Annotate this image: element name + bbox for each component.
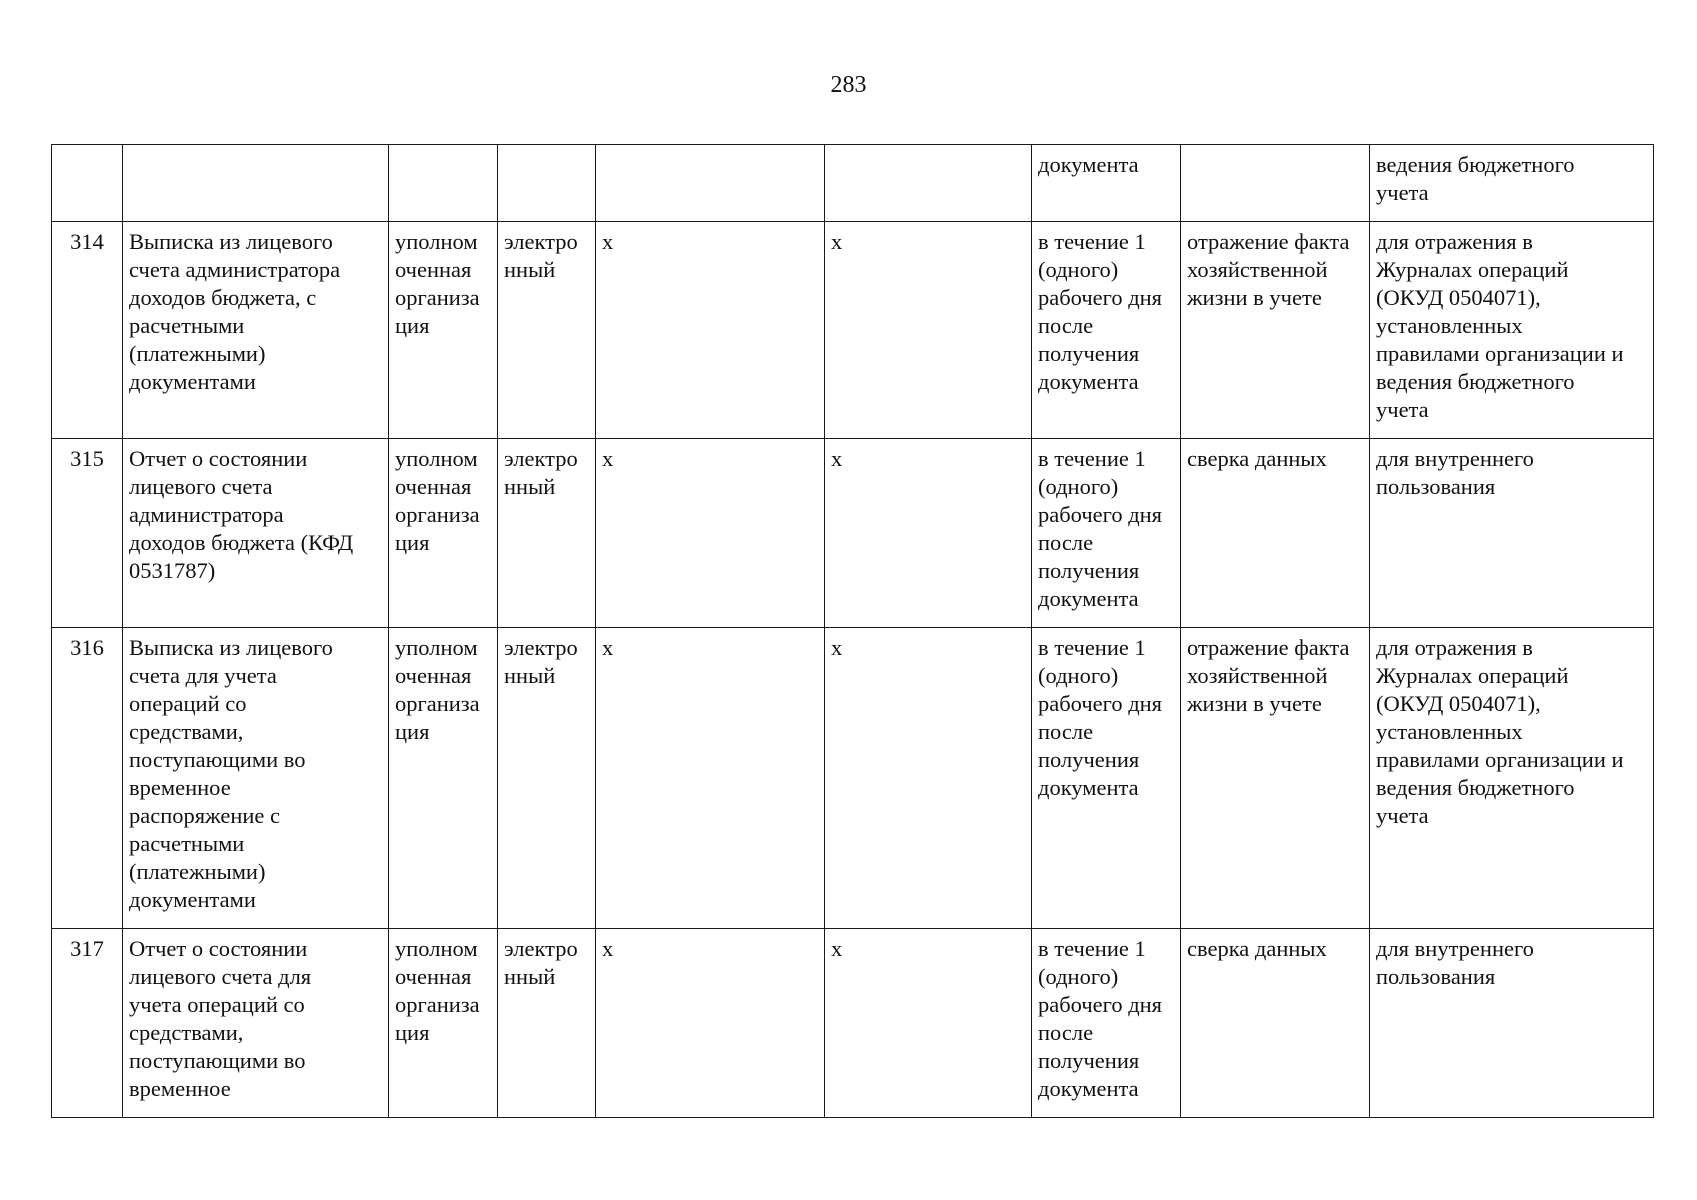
cell-deadline-line: получения xyxy=(1038,747,1140,772)
cell-deadline xyxy=(1032,222,1181,439)
cell-form-line: электро xyxy=(504,229,578,254)
cell-form-line: нный xyxy=(504,964,556,989)
cell-organization-line: ция xyxy=(395,530,430,555)
cell-purpose-line: учета xyxy=(1376,803,1429,828)
cell-action-line: хозяйственной xyxy=(1187,663,1328,688)
cell-document-name-line: документами xyxy=(129,887,256,912)
cell-purpose-line: установленных xyxy=(1376,719,1523,744)
cell-deadline xyxy=(1032,929,1181,1118)
cell-form-line: нный xyxy=(504,257,556,282)
cell-document-name-line: поступающими во xyxy=(129,747,306,772)
cell-deadline-line: рабочего дня xyxy=(1038,285,1163,310)
cell-action-line: отражение факта xyxy=(1187,229,1350,254)
cell-deadline-line: рабочего дня xyxy=(1038,502,1163,527)
cell-deadline-line: (одного) xyxy=(1038,964,1119,989)
cell-action xyxy=(1181,439,1370,628)
cell-purpose-line: учета xyxy=(1376,180,1429,205)
cell-col6 xyxy=(825,145,1032,222)
cell-document-name-line: Выписка из лицевого xyxy=(129,229,333,254)
cell-purpose-line: (ОКУД 0504071), xyxy=(1376,691,1541,716)
cell-action-line: отражение факта xyxy=(1187,635,1350,660)
cell-col6: x xyxy=(825,628,1032,929)
cell-deadline-line: после xyxy=(1038,1020,1094,1045)
cell-organization-line: уполном xyxy=(395,446,478,471)
cell-document-name-line: лицевого счета для xyxy=(129,964,312,989)
cell-purpose-line: пользования xyxy=(1376,474,1496,499)
cell-purpose-line: ведения бюджетного xyxy=(1376,152,1575,177)
cell-number: 314 xyxy=(52,222,123,439)
cell-organization-line: организа xyxy=(395,285,480,310)
cell-document-name-line: доходов бюджета, с xyxy=(129,285,317,310)
cell-form-line: электро xyxy=(504,446,578,471)
cell-purpose-line: ведения бюджетного xyxy=(1376,775,1575,800)
cell-document-name-line: средствами, xyxy=(129,719,244,744)
cell-purpose xyxy=(1370,145,1654,222)
cell-organization-line: оченная xyxy=(395,474,472,499)
cell-purpose-line: Журналах операций xyxy=(1376,257,1569,282)
cell-document-name-line: доходов бюджета (КФД xyxy=(129,530,354,555)
cell-purpose-line: учета xyxy=(1376,397,1429,422)
cell-document-name xyxy=(123,222,389,439)
cell-document-name-line: расчетными xyxy=(129,313,245,338)
table-row xyxy=(52,439,1654,628)
cell-form-line: электро xyxy=(504,635,578,660)
cell-purpose xyxy=(1370,222,1654,439)
cell-document-name-line: лицевого счета xyxy=(129,474,273,499)
cell-deadline-line: (одного) xyxy=(1038,474,1119,499)
cell-number: 316 xyxy=(52,628,123,929)
cell-purpose xyxy=(1370,439,1654,628)
cell-deadline-line: рабочего дня xyxy=(1038,691,1163,716)
table-body xyxy=(52,145,1654,1118)
cell-deadline-line: документа xyxy=(1038,586,1139,611)
cell-document-name-line: Отчет о состоянии xyxy=(129,446,308,471)
cell-purpose-line: установленных xyxy=(1376,313,1523,338)
cell-organization xyxy=(389,222,498,439)
cell-document-name-line: временное xyxy=(129,1076,231,1101)
cell-purpose-line: Журналах операций xyxy=(1376,663,1569,688)
cell-document-name-line: средствами, xyxy=(129,1020,244,1045)
cell-document-name-line: Выписка из лицевого xyxy=(129,635,333,660)
cell-deadline-line: рабочего дня xyxy=(1038,992,1163,1017)
cell-organization-line: организа xyxy=(395,992,480,1017)
cell-organization-line: уполном xyxy=(395,635,478,660)
cell-organization-line: ция xyxy=(395,313,430,338)
cell-deadline xyxy=(1032,439,1181,628)
cell-action xyxy=(1181,929,1370,1118)
cell-deadline xyxy=(1032,145,1181,222)
cell-organization-line: оченная xyxy=(395,257,472,282)
cell-purpose-line: ведения бюджетного xyxy=(1376,369,1575,394)
cell-organization xyxy=(389,628,498,929)
cell-organization-line: организа xyxy=(395,691,480,716)
cell-organization-line: уполном xyxy=(395,936,478,961)
cell-action-line: хозяйственной xyxy=(1187,257,1328,282)
cell-purpose-line: правилами организации и xyxy=(1376,747,1624,772)
cell-document-name-line: операций со xyxy=(129,691,247,716)
cell-organization-line: ция xyxy=(395,719,430,744)
cell-form xyxy=(498,222,596,439)
cell-action-line: жизни в учете xyxy=(1187,691,1322,716)
cell-form xyxy=(498,145,596,222)
cell-col6: x xyxy=(825,929,1032,1118)
cell-form-line: электро xyxy=(504,936,578,961)
cell-deadline-line: документа xyxy=(1038,369,1139,394)
cell-number: 317 xyxy=(52,929,123,1118)
cell-organization-line: организа xyxy=(395,502,480,527)
cell-organization xyxy=(389,439,498,628)
cell-organization-line: оченная xyxy=(395,663,472,688)
cell-deadline xyxy=(1032,628,1181,929)
cell-number xyxy=(52,145,123,222)
document-table xyxy=(51,144,1654,1118)
cell-deadline-line: в течение 1 xyxy=(1038,936,1146,961)
cell-purpose-line: для отражения в xyxy=(1376,635,1533,660)
cell-purpose-line: (ОКУД 0504071), xyxy=(1376,285,1541,310)
cell-deadline-line: после xyxy=(1038,313,1094,338)
cell-document-name-line: счета для учета xyxy=(129,663,277,688)
cell-deadline-line: в течение 1 xyxy=(1038,229,1146,254)
cell-purpose-line: правилами организации и xyxy=(1376,341,1624,366)
cell-action xyxy=(1181,222,1370,439)
cell-deadline-line: после xyxy=(1038,719,1094,744)
cell-purpose-line: пользования xyxy=(1376,964,1496,989)
cell-organization-line: оченная xyxy=(395,964,472,989)
cell-form-line: нный xyxy=(504,474,556,499)
table-row xyxy=(52,222,1654,439)
cell-action xyxy=(1181,628,1370,929)
cell-col5: x xyxy=(596,222,825,439)
cell-action xyxy=(1181,145,1370,222)
cell-deadline-line: документа xyxy=(1038,775,1139,800)
cell-deadline-line: получения xyxy=(1038,341,1140,366)
cell-organization-line: ция xyxy=(395,1020,430,1045)
table-row-continuation xyxy=(52,145,1654,222)
cell-col6: x xyxy=(825,439,1032,628)
cell-document-name xyxy=(123,929,389,1118)
cell-col5: x xyxy=(596,929,825,1118)
cell-purpose-line: для отражения в xyxy=(1376,229,1533,254)
cell-form xyxy=(498,929,596,1118)
cell-deadline-line: получения xyxy=(1038,558,1140,583)
cell-col6: x xyxy=(825,222,1032,439)
cell-col5: x xyxy=(596,439,825,628)
cell-col5 xyxy=(596,145,825,222)
cell-deadline-line: (одного) xyxy=(1038,663,1119,688)
cell-deadline-line: (одного) xyxy=(1038,257,1119,282)
cell-purpose xyxy=(1370,929,1654,1118)
cell-document-name-line: расчетными xyxy=(129,831,245,856)
cell-document-name-line: администратора xyxy=(129,502,284,527)
cell-document-name-line: (платежными) xyxy=(129,341,266,366)
cell-document-name-line: временное xyxy=(129,775,231,800)
cell-form-line: нный xyxy=(504,663,556,688)
cell-organization-line: уполном xyxy=(395,229,478,254)
table-row xyxy=(52,628,1654,929)
cell-document-name-line: Отчет о состоянии xyxy=(129,936,308,961)
cell-document-name-line: поступающими во xyxy=(129,1048,306,1073)
cell-document-name xyxy=(123,145,389,222)
cell-deadline-line: после xyxy=(1038,530,1094,555)
cell-document-name-line: счета администратора xyxy=(129,257,341,282)
page-number: 283 xyxy=(830,72,867,98)
cell-deadline-line: документа xyxy=(1038,1076,1139,1101)
cell-action-line: сверка данных xyxy=(1187,446,1327,471)
cell-form xyxy=(498,628,596,929)
cell-organization xyxy=(389,145,498,222)
cell-form xyxy=(498,439,596,628)
cell-document-name xyxy=(123,628,389,929)
cell-document-name xyxy=(123,439,389,628)
table-row xyxy=(52,929,1654,1118)
cell-deadline-line: получения xyxy=(1038,1048,1140,1073)
cell-purpose xyxy=(1370,628,1654,929)
cell-purpose-line: для внутреннего xyxy=(1376,936,1534,961)
cell-document-name-line: распоряжение с xyxy=(129,803,281,828)
cell-document-name-line: (платежными) xyxy=(129,859,266,884)
cell-purpose-line: для внутреннего xyxy=(1376,446,1534,471)
cell-action-line: жизни в учете xyxy=(1187,285,1322,310)
cell-document-name-line: учета операций со xyxy=(129,992,305,1017)
cell-organization xyxy=(389,929,498,1118)
cell-number: 315 xyxy=(52,439,123,628)
cell-deadline-line: в течение 1 xyxy=(1038,635,1146,660)
cell-document-name-line: 0531787) xyxy=(129,558,216,583)
cell-deadline-line: документа xyxy=(1038,152,1139,177)
cell-document-name-line: документами xyxy=(129,369,256,394)
cell-action-line: сверка данных xyxy=(1187,936,1327,961)
cell-col5: x xyxy=(596,628,825,929)
cell-deadline-line: в течение 1 xyxy=(1038,446,1146,471)
